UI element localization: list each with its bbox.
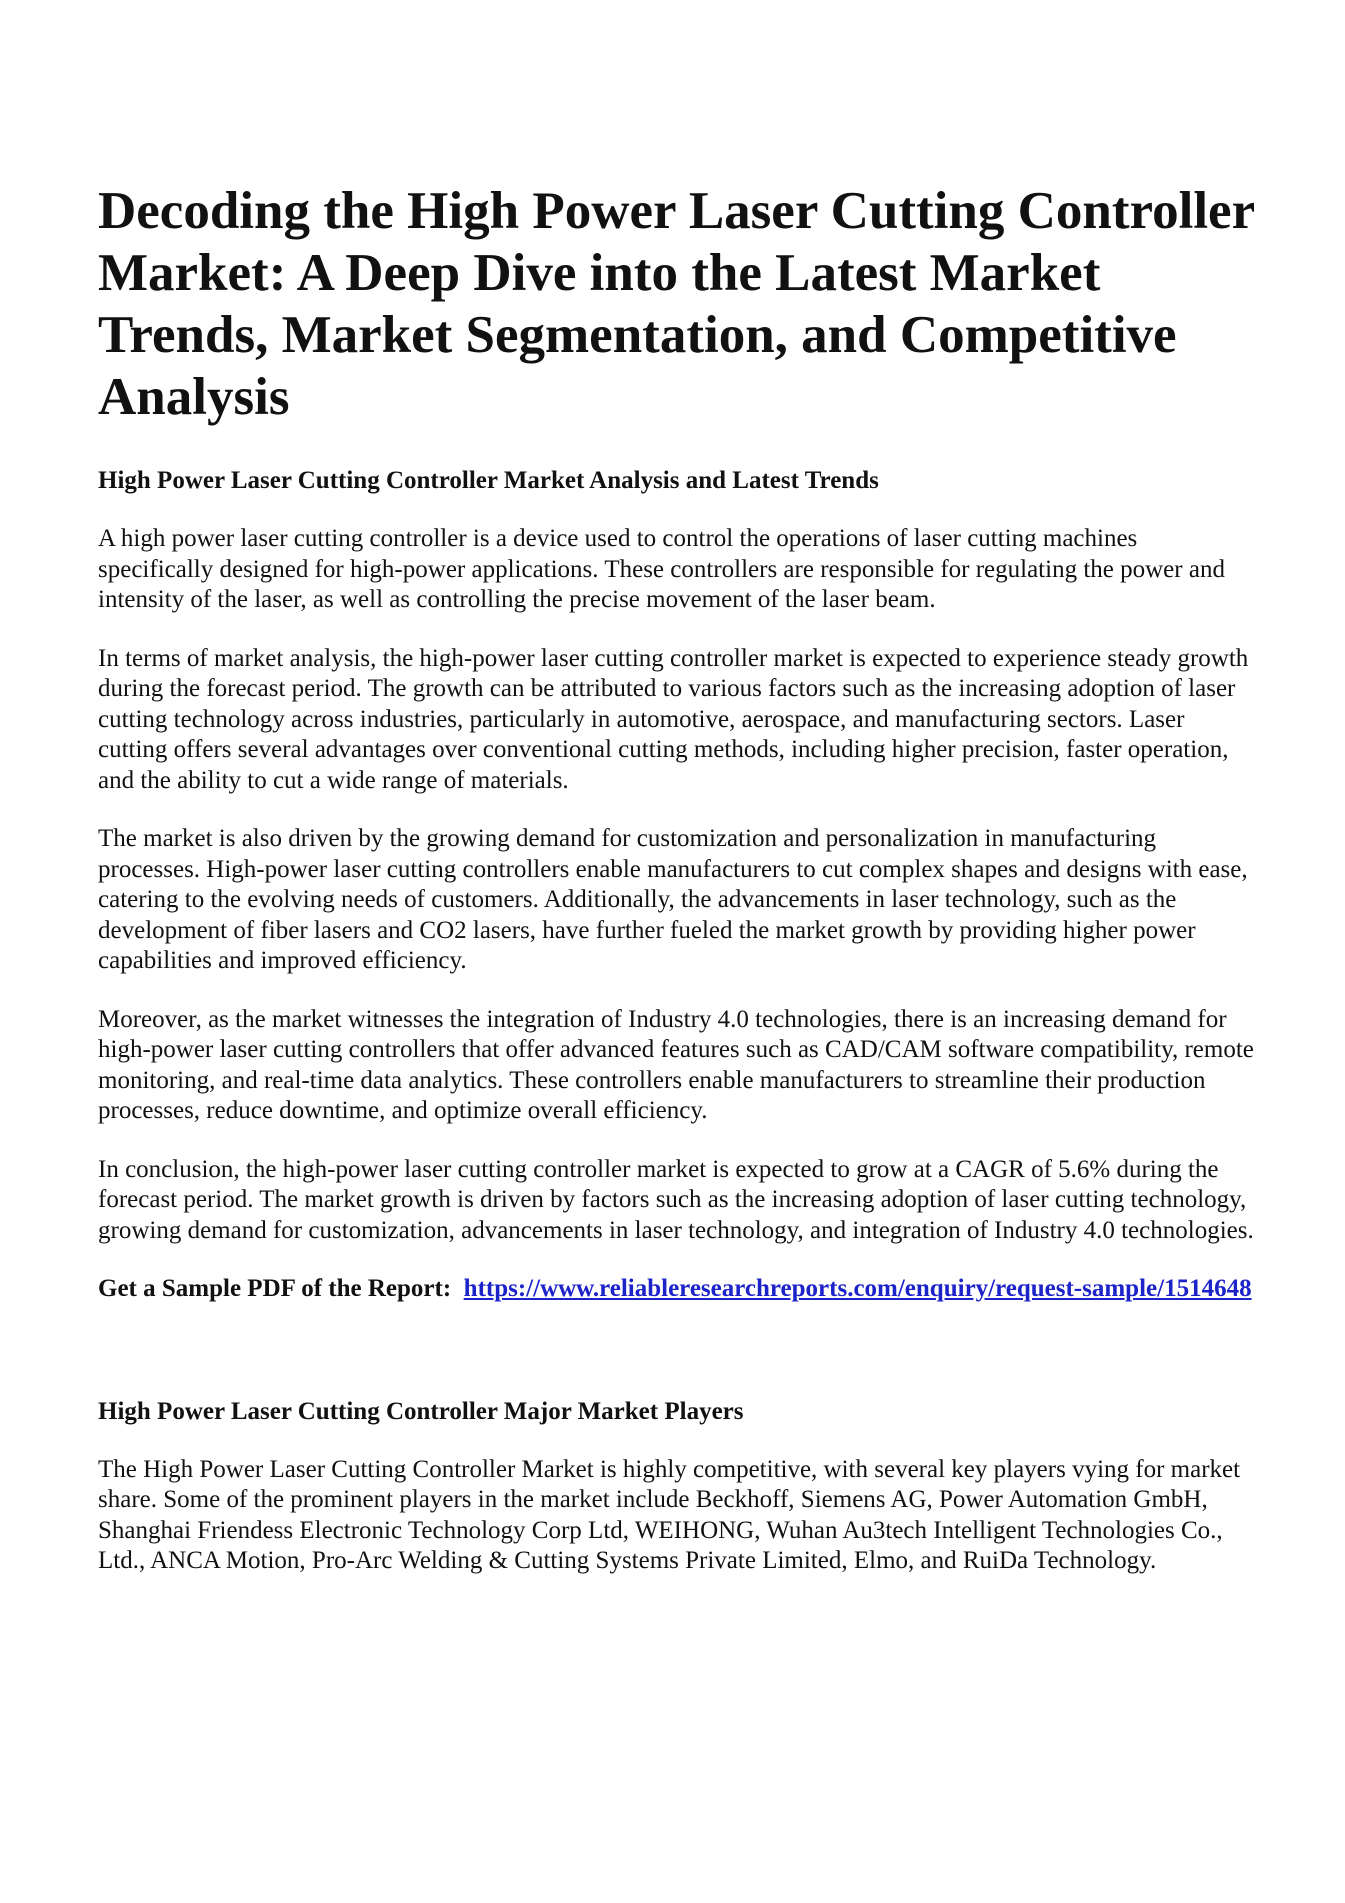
paragraph-definition: A high power laser cutting controller is a device used to control the operations of laser cutting machines specifically designed for high-power applications. These controllers are responsible for regulating the power and intensity of the laser, as well as controlling the precise movement of the laser beam. bbox=[98, 525, 1225, 613]
document-title: Decoding the High Power Laser Cutting Controller Market: A Deep Dive into the Latest Market Trends, Market Segmentation, and Competitive Analysis bbox=[98, 182, 1255, 426]
paragraph-customization: The market is also driven by the growing demand for customization and personalization in manufacturing processes. High-power laser cutting controllers enable manufacturers to cut complex shapes and designs with ease, catering to the evolving needs of customers. Additionally, the advancements in laser technology, such as the development of fiber lasers and CO2 lasers, have further fueled the market growth by providing higher power capabilities and improved efficiency. bbox=[98, 825, 1248, 974]
paragraph-industry-4: Moreover, as the market witnesses the integration of Industry 4.0 technologies, there is an increasing demand for high-power laser cutting controllers that offer advanced features such as CAD/CAM software compatibility, remote monitoring, and real-time data analytics. These controllers enable manufacturers to streamline their production processes, reduce downtime, and optimize overall efficiency. bbox=[98, 1005, 1254, 1124]
paragraph-major-players: The High Power Laser Cutting Controller Market is highly competitive, with several key players vying for market share. Some of the prominent players in the market include Beckhoff, Siemens AG, Power Automation GmbH, Shanghai Friendess Electronic Technology Corp Ltd, WEIHONG, Wuhan Au3tech Intelligent Technologies Co., Ltd., ANCA Motion, Pro-Arc Welding & Cutting Systems Private Limited, Elmo, and RuiDa Technology. bbox=[98, 1455, 1241, 1574]
section-heading-analysis: High Power Laser Cutting Controller Market Analysis and Latest Trends bbox=[98, 467, 879, 494]
sample-pdf-line bbox=[98, 1274, 1258, 1305]
paragraph-market-analysis: In terms of market analysis, the high-power laser cutting controller market is expected to experience steady growth during the forecast period. The growth can be attributed to various factors such as the increasing adoption of laser cutting technology across industries, particularly in automotive, aerospace, and manufacturing sectors. Laser cutting offers several advantages over conventional cutting methods, including higher precision, faster operation, and the ability to cut a wide range of materials. bbox=[98, 644, 1249, 794]
section-heading-players: High Power Laser Cutting Controller Major Market Players bbox=[98, 1397, 744, 1425]
sample-pdf-label: Get a Sample PDF of the Report: bbox=[98, 1275, 452, 1302]
paragraph-conclusion: In conclusion, the high-power laser cutting controller market is expected to grow at a CAGR of 5.6% during the forecast period. The market growth is driven by factors such as the increasing adoption of laser cutting technology, growing demand for customization, advancements in laser technology, and integration of Industry 4.0 technologies. bbox=[98, 1155, 1254, 1244]
sample-pdf-link[interactable]: https://www.reliableresearchreports.com/enquiry/request-sample/1514648 bbox=[463, 1275, 1252, 1302]
document-page bbox=[98, 180, 1258, 1577]
